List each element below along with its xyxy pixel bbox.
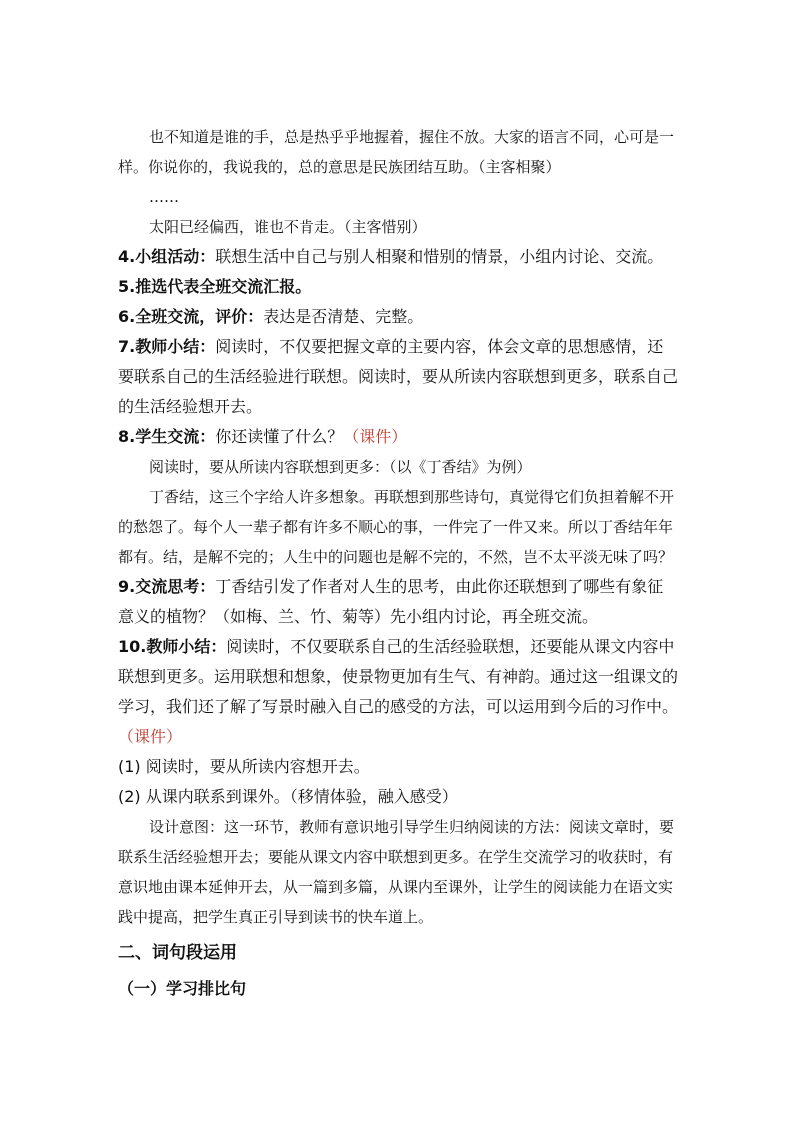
quote-dingxiangjie: 丁香结，这三个字给人许多想象。再联想到那些诗句，真觉得它们负担着解不开的愁怨了。每个人一辈子都有许多不顺心的事，一件完了一件又来。所以丁香结年年都有。结，是解不完的；人生中的问题也是解不完的，不然，岂不太平淡无味了吗？ (118, 488, 675, 566)
step-8-text: 你还读懂了什么？ (215, 427, 344, 446)
step-5-num: 5. (118, 277, 136, 296)
step-9-text: 丁香结引发了作者对人生的思考，由此你还联想到了哪些有象征意义的植物？（如梅、兰、竹、菊等）先小组内讨论，再全班交流。 (118, 577, 664, 626)
document-page (118, 122, 678, 1006)
step-5 (118, 272, 678, 302)
quote-ellipsis: …… (149, 188, 179, 206)
step-4-num: 4. (118, 247, 136, 266)
design-note: 设计意图：这一环节，教师有意识地引导学生归纳阅读的方法：阅读文章时，要联系生活经验想开去；要能从课文内容中联想到更多。在学生交流学习的收获时，有意识地由课本延伸开去，从一篇到多篇，从课内至课外，让学生的阅读能力在语文实践中提高，把学生真正引导到读书的快车道上。 (118, 818, 675, 926)
step-7-num: 7. (118, 337, 136, 356)
step-5-title: 推选代表全班交流汇报。 (135, 277, 312, 296)
point-1: (1) 阅读时，要从所读内容想开去。 (118, 757, 370, 776)
step-8-title: 学生交流： (135, 427, 216, 446)
step-10-text: 阅读时，不仅要联系自己的生活经验联想，还要能从课文内容中联想到更多。运用联想和想象，使景物更加有生气、有神韵。通过这一组课文的学习，我们还了解了写景时融入自己的感受的方法，可以运用到今后的习作中。 (118, 637, 679, 716)
step-8-courseware-tag: （课件） (343, 427, 408, 446)
step-10-num: 10. (118, 637, 147, 656)
step-10-title: 教师小结： (146, 637, 227, 656)
step-10-courseware-tag: （课件） (118, 727, 183, 746)
step-10 (118, 632, 678, 752)
step-6 (118, 302, 678, 332)
point-2: (2) 从课内联系到课外。（移情体验，融入感受） (118, 787, 458, 806)
step-9 (118, 572, 678, 632)
step-9-title: 交流思考： (135, 577, 216, 596)
section-heading-2: 二、词句段运用 (118, 943, 237, 963)
step-6-num: 6. (118, 307, 136, 326)
step-4 (118, 242, 678, 272)
step-6-title: 全班交流，评价： (135, 307, 264, 326)
step-8 (118, 422, 678, 452)
quote-paragraph-1: 也不知道是谁的手，总是热乎乎地握着，握住不放。大家的语言不同，心可是一样。你说你的，我说我的，总的意思是民族团结互助。（主客相聚） (118, 128, 675, 176)
step-6-text: 表达是否清楚、完整。 (263, 307, 424, 326)
step-9-num: 9. (118, 577, 136, 596)
step-7-text: 阅读时，不仅要把握文章的主要内容，体会文章的思想感情，还要联系自己的生活经验进行联想。阅读时，要从所读内容联想到更多，联系自己的生活经验想开去。 (118, 337, 679, 416)
step-7-title: 教师小结： (135, 337, 216, 356)
quote-intro: 阅读时，要从所读内容联想到更多：（以《丁香结》为例） (149, 458, 532, 476)
step-4-text: 联想生活中自己与别人相聚和惜别的情景，小组内讨论、交流。 (215, 247, 664, 266)
quote-paragraph-2: 太阳已经偏西，谁也不肯走。（主客惜别） (149, 218, 427, 236)
step-7 (118, 332, 678, 422)
subsection-heading-1: （一）学习排比句 (118, 979, 247, 998)
step-4-title: 小组活动： (135, 247, 216, 266)
step-8-num: 8. (118, 427, 136, 446)
